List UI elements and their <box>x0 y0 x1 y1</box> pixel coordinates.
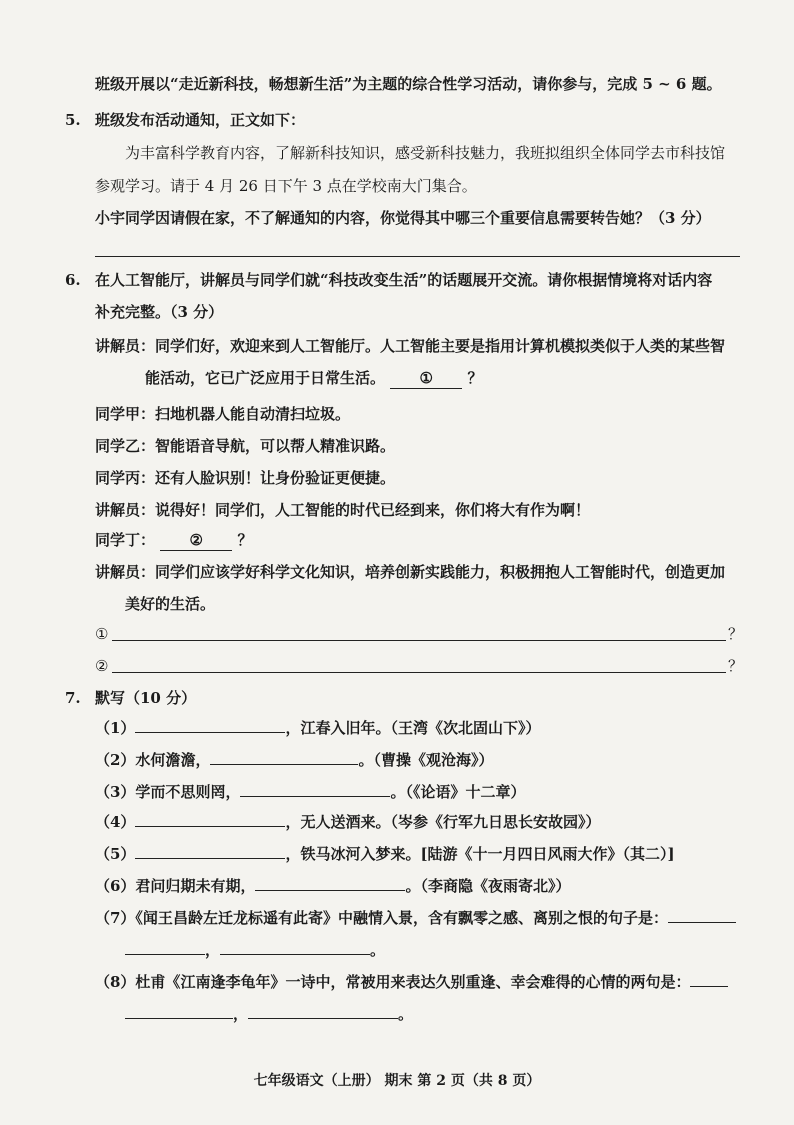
answer-2-label: ② <box>95 657 109 675</box>
q5-number: 5. <box>65 111 81 129</box>
item-7-blank-b[interactable] <box>125 940 205 955</box>
q5-notice-line1: 为丰富科学教育内容，了解新科技知识，感受新科技魅力，我班拟组织全体同学去市科技馆 <box>125 144 726 162</box>
item-7-comma: ， <box>205 941 221 959</box>
answer-1-line[interactable] <box>112 640 726 641</box>
dictation-item-7-line1 <box>95 908 736 928</box>
item-1-blank[interactable] <box>135 718 285 733</box>
dictation-item-8-line1 <box>95 972 728 992</box>
item-6-text: 。（李商隐《夜雨寄北》） <box>405 877 571 895</box>
item-6-label: （6）君问归期未有期， <box>95 877 256 895</box>
blank-2[interactable] <box>160 530 232 551</box>
section-intro: 班级开展以“走近新科技，畅想新生活”为主题的综合性学习活动，请你参与，完成 5 ~ 6 题。 <box>95 75 722 93</box>
q5-answer-line[interactable] <box>95 256 740 257</box>
dictation-item-4 <box>95 812 600 832</box>
q5-prompt: 班级发布活动通知，正文如下： <box>95 111 306 129</box>
dictation-item-7-line2 <box>125 940 385 960</box>
page-footer: 七年级语文（上册） 期末 第 2 页（共 8 页） <box>253 1073 541 1089</box>
blank-1[interactable] <box>390 368 462 389</box>
dialogue-student-c: 同学丙：还有人脸识别！让身份验证更便捷。 <box>95 469 396 487</box>
q6-prompt-line2: 补充完整。（3 分） <box>95 303 224 321</box>
dialogue-guide-1-line2 <box>145 368 483 389</box>
item-8-blank-b[interactable] <box>125 1004 233 1019</box>
item-3-text: 。（《论语》十二章） <box>390 783 526 801</box>
item-2-text: 。（曹操《观沧海》） <box>358 751 494 769</box>
dictation-item-6 <box>95 876 570 896</box>
dictation-item-5 <box>95 844 675 864</box>
item-2-blank[interactable] <box>210 750 358 765</box>
item-8-blank-c[interactable] <box>248 1004 398 1019</box>
item-8-end: 。 <box>398 1005 414 1023</box>
blank-1-mark: ① <box>419 369 433 387</box>
item-5-label: （5） <box>95 845 136 863</box>
blank-2-mark: ② <box>189 531 203 549</box>
dialogue-student-b: 同学乙：智能语音导航，可以帮人精准识路。 <box>95 437 396 455</box>
blank-1-qmark: ？ <box>467 369 483 387</box>
item-8-blank-a[interactable] <box>690 972 728 987</box>
q6-prompt-line1: 在人工智能厅，讲解员与同学们就“科技改变生活”的话题展开交流。请你根据情境将对话内容 <box>95 271 713 289</box>
dialogue-student-a: 同学甲：扫地机器人能自动清扫垃圾。 <box>95 405 351 423</box>
dictation-item-1 <box>95 718 540 738</box>
item-8-prompt: （8）杜甫《江南逢李龟年》一诗中，常被用来表达久别重逢、幸会难得的心情的两句是： <box>95 973 691 991</box>
dialogue-guide-1-text: 能活动，它已广泛应用于日常生活。 <box>145 369 386 387</box>
q5-question: 小宇同学因请假在家，不了解通知的内容，你觉得其中哪三个重要信息需要转告她？（3 分） <box>95 209 711 227</box>
item-4-blank[interactable] <box>135 812 285 827</box>
student-d-prefix: 同学丁： <box>95 531 156 549</box>
q5-notice-line2: 参观学习。请于 4 月 26 日下午 3 点在学校南大门集合。 <box>95 177 477 195</box>
answer-1-qmark: ？ <box>728 625 744 643</box>
item-7-prompt: （7）《闻王昌龄左迁龙标遥有此寄》中融情入景，含有飘零之感、离别之恨的句子是： <box>95 909 668 927</box>
item-4-text: ，无人送酒来。（岑参《行军九日思长安故园》） <box>285 813 601 831</box>
dictation-item-8-line2 <box>125 1004 413 1024</box>
dialogue-guide-3-line2: 美好的生活。 <box>125 595 216 613</box>
item-7-blank-a[interactable] <box>668 908 736 923</box>
item-5-blank[interactable] <box>135 844 285 859</box>
q6-number: 6. <box>65 271 81 289</box>
dialogue-guide-2: 讲解员：说得好！同学们，人工智能的时代已经到来，你们将大有作为啊！ <box>95 501 591 519</box>
dictation-item-2 <box>95 750 493 770</box>
answer-2-line[interactable] <box>112 672 726 673</box>
dialogue-student-d <box>95 530 253 551</box>
item-5-text: ，铁马冰河入梦来。[陆游《十一月四日风雨大作》（其二）] <box>285 845 675 863</box>
dialogue-guide-1-line1: 讲解员：同学们好，欢迎来到人工智能厅。人工智能主要是指用计算机模拟类似于人类的某些智 <box>95 337 726 355</box>
item-1-text: ，江春入旧年。（王湾《次北固山下》） <box>285 719 541 737</box>
dictation-item-3 <box>95 782 525 802</box>
item-7-end: 。 <box>370 941 386 959</box>
q7-title: 默写（10 分） <box>95 689 197 707</box>
q7-number: 7. <box>65 689 81 707</box>
item-1-label: （1） <box>95 719 136 737</box>
item-3-label: （3）学而不思则罔， <box>95 783 241 801</box>
item-7-blank-c[interactable] <box>220 940 370 955</box>
answer-2-qmark: ？ <box>728 657 744 675</box>
item-8-comma: ， <box>233 1005 249 1023</box>
dialogue-guide-3-line1: 讲解员：同学们应该学好科学文化知识，培养创新实践能力，积极拥抱人工智能时代，创造更加 <box>95 563 726 581</box>
item-4-label: （4） <box>95 813 136 831</box>
item-6-blank[interactable] <box>255 876 405 891</box>
item-2-label: （2）水何澹澹， <box>95 751 211 769</box>
blank-2-qmark: ？ <box>237 531 253 549</box>
item-3-blank[interactable] <box>240 782 390 797</box>
answer-1-label: ① <box>95 625 109 643</box>
